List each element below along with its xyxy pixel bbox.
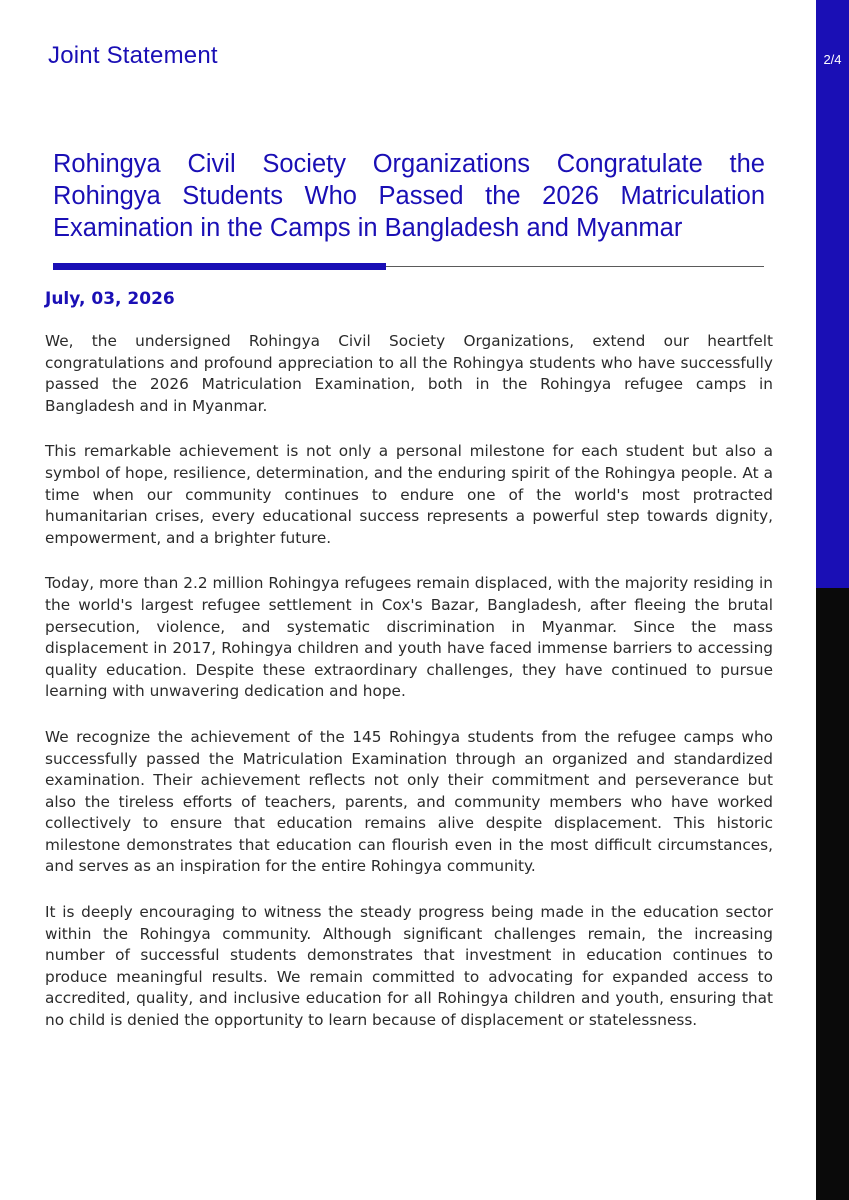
paragraph-4: We recognize the achievement of the 145 Rohingya students from the refugee camps who successfully passed the Matriculation Examination through an organized and standardized examination. Their achievement reflects not only their commitment and perseverance but also the tireless efforts of teachers, parents, and community members who have worked collectively to ensure that education remains alive despite displacement. This historic milestone demonstrates that education can flourish even in the most difficult circumstances, and serves as an inspiration for the entire Rohingya community. xyxy=(45,727,773,876)
page-number: 2/4 xyxy=(823,52,842,67)
sidebar-accent-top xyxy=(816,0,849,588)
title-divider-accent xyxy=(53,263,386,270)
paragraph-5: It is deeply encouraging to witness the steady progress being made in the education sector within the Rohingya community. Although significant challenges remain, the increasing number of successful students demonstrates that investment in education continues to produce meaningful results. We remain committed to advocating for expanded access to accredited, quality, and inclusive education for all Rohingya children and youth, ensuring that no child is denied the opportunity to learn because of displacement or statelessness. xyxy=(45,903,773,1030)
sidebar-accent-bottom xyxy=(816,588,849,1200)
header-label: Joint Statement xyxy=(48,42,218,69)
paragraph-1: We, the undersigned Rohingya Civil Society Organizations, extend our heartfelt congratulations and profound appreciation to all the Rohingya students who have successfully passed the 2026 Matriculation Examination, both in the Rohingya refugee camps in Bangladesh and in Myanmar. xyxy=(45,332,773,415)
statement-date: July, 03, 2026 xyxy=(45,289,175,309)
paragraph-2: This remarkable achievement is not only a personal milestone for each student but also a symbol of hope, resilience, determination, and the enduring spirit of the Rohingya people. At a time when our community continues to endure one of the world's most protracted humanitarian crises, every educational success represents a powerful step towards dignity, empowerment, and a brighter future. xyxy=(45,442,773,547)
document-title: Rohingya Civil Society Organizations Congratulate the Rohingya Students Who Passed the 2026 Matriculation Examination in the Camps in Bangladesh and Myanmar xyxy=(53,150,765,242)
statement-body xyxy=(45,331,773,1056)
paragraph-3: Today, more than 2.2 million Rohingya refugees remain displaced, with the majority residing in the world's largest refugee settlement in Cox's Bazar, Bangladesh, after fleeing the brutal persecution, violence, and systematic discrimination in Myanmar. Since the mass displacement in 2017, Rohingya children and youth have faced immense barriers to accessing quality education. Despite these extraordinary challenges, they have continued to pursue learning with unwavering dedication and hope. xyxy=(45,574,773,701)
